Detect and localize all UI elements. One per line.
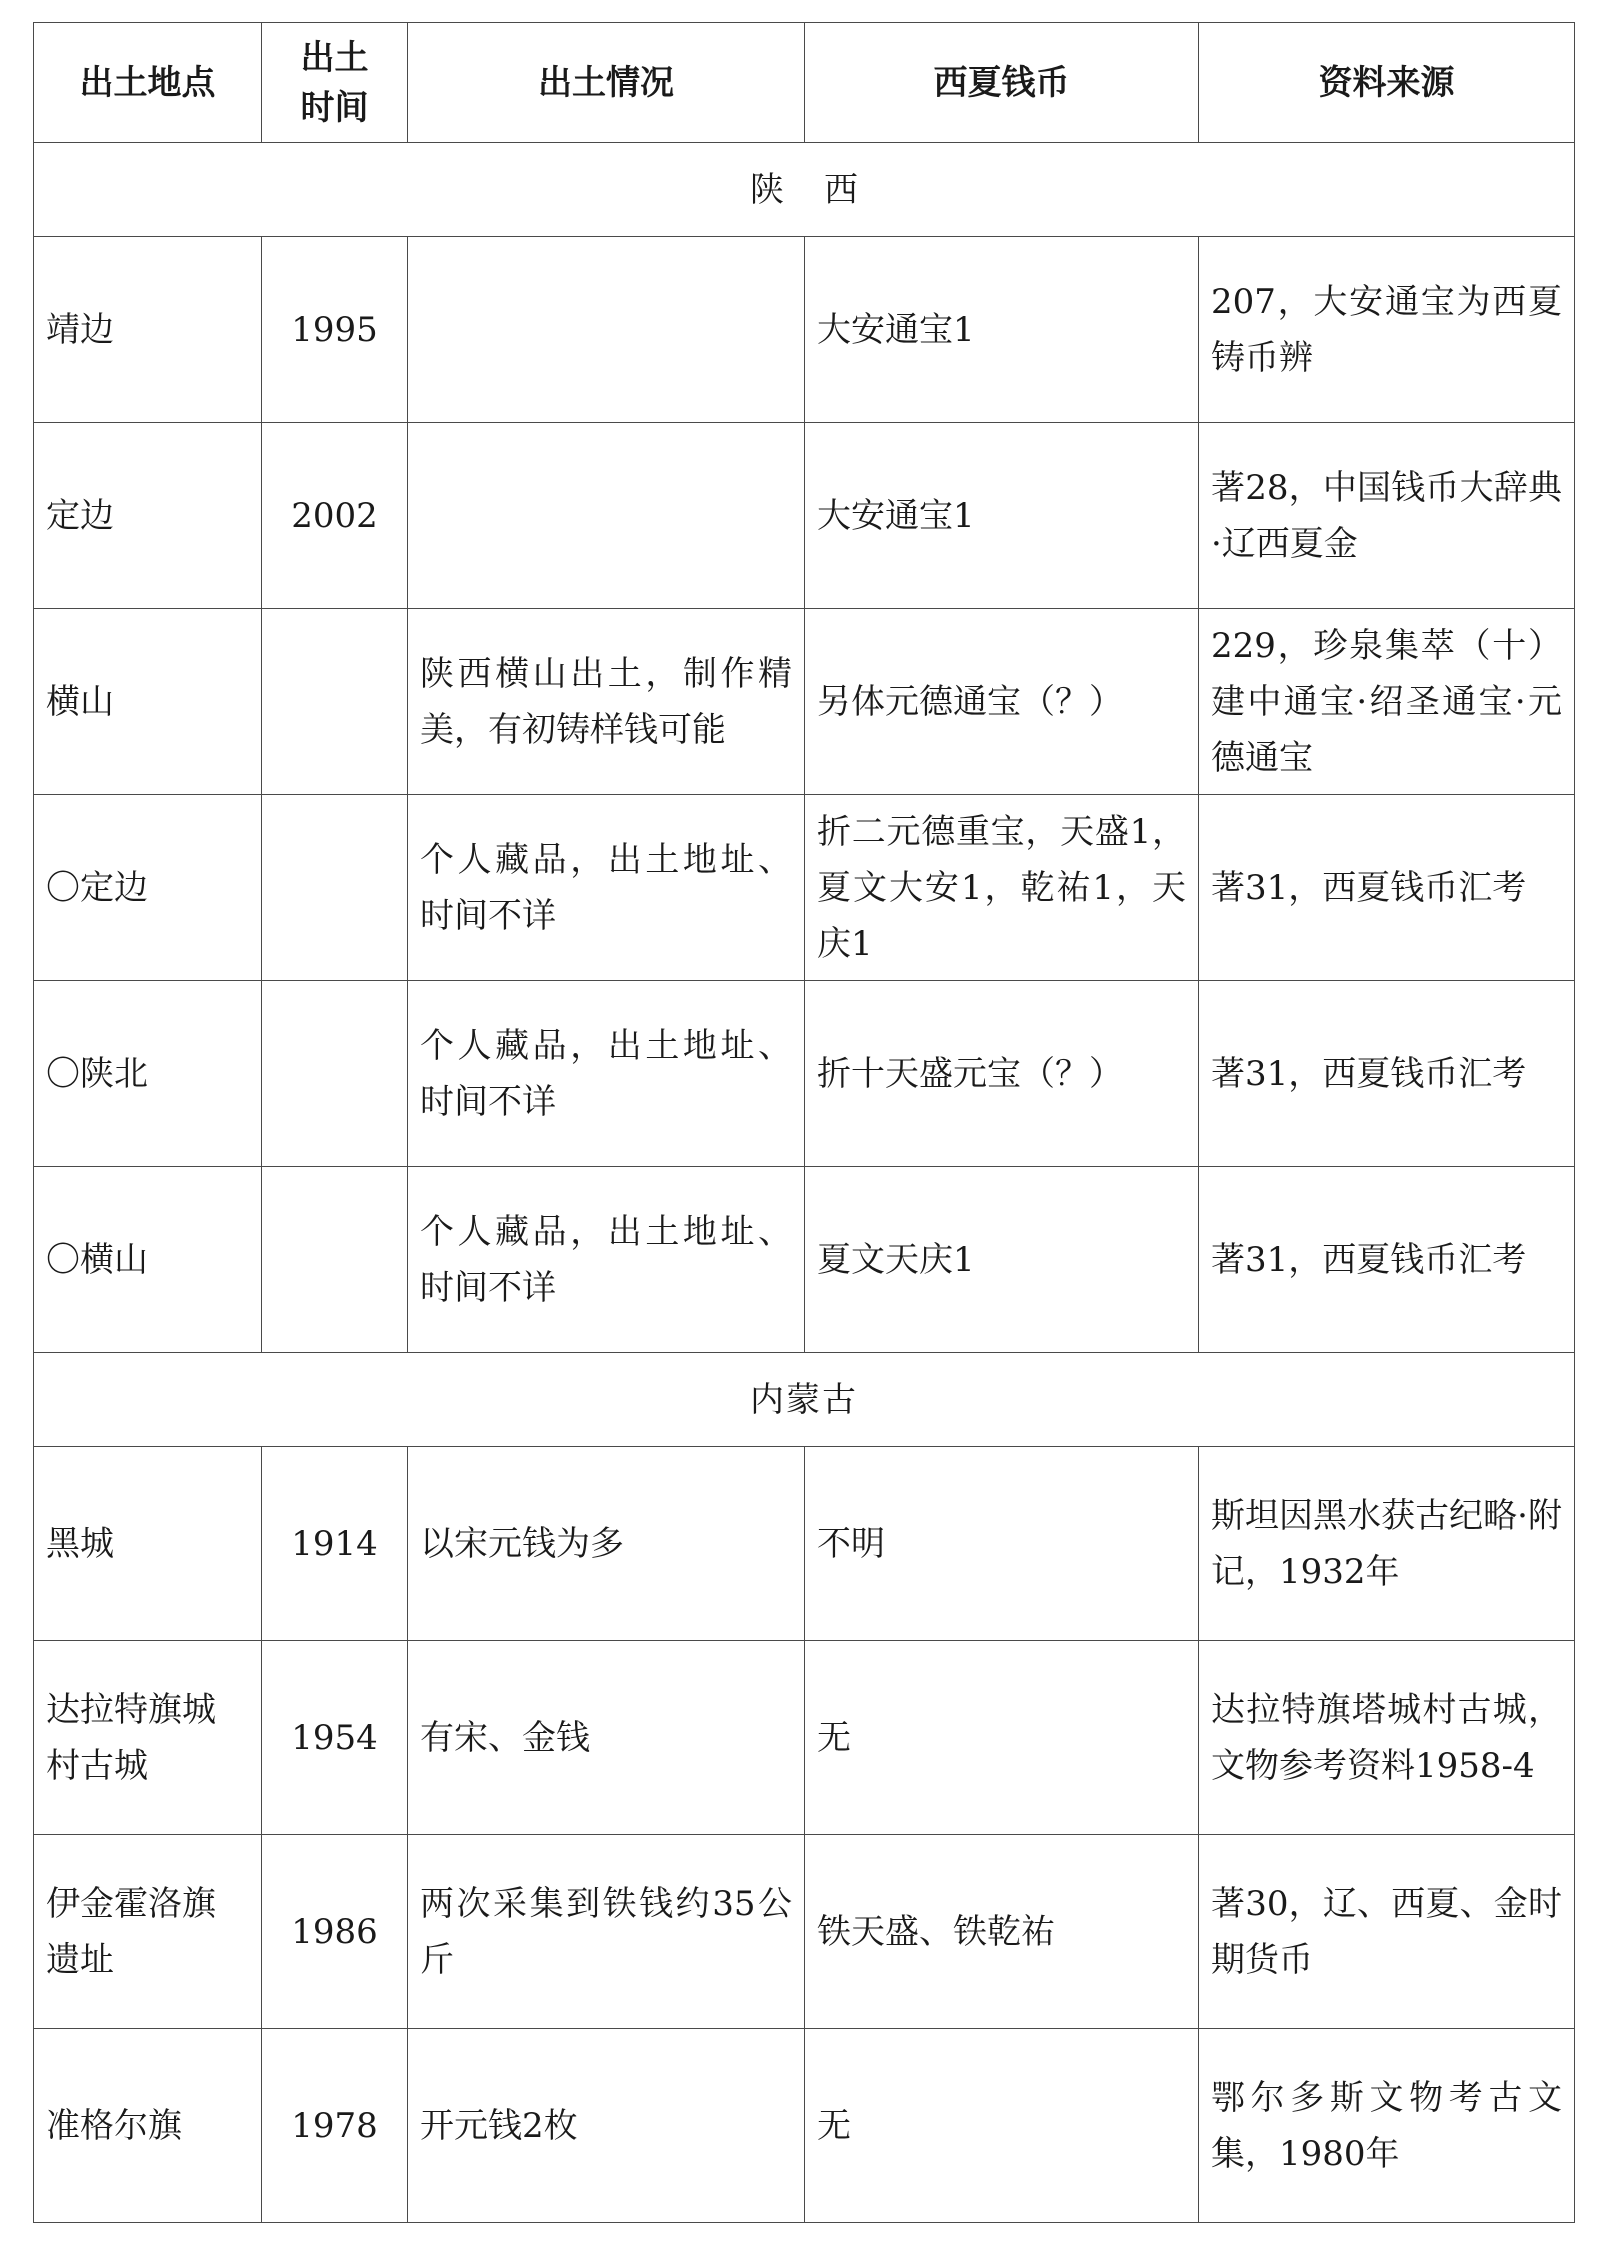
table-row [34,1447,1575,1641]
cell-source: 著28，中国钱币大辞典·辽西夏金 [1199,423,1575,609]
cell-source: 著30，辽、西夏、金时期货币 [1199,1835,1575,2029]
cell-year: 1978 [262,2029,408,2223]
section-row [34,143,1575,237]
table-row [34,1641,1575,1835]
cell-place: 横山 [34,609,262,795]
cell-situation: 个人藏品，出土地址、时间不详 [408,795,805,981]
header-year: 出土时间 [262,23,408,143]
cell-place: 定边 [34,423,262,609]
cell-year: 1914 [262,1447,408,1641]
table-row [34,423,1575,609]
table-row [34,2029,1575,2223]
cell-coins: 大安通宝1 [805,237,1199,423]
cell-coins: 无 [805,1641,1199,1835]
cell-source: 达拉特旗塔城村古城，文物参考资料1958-4 [1199,1641,1575,1835]
cell-year [262,1167,408,1353]
cell-coins: 折二元德重宝，天盛1，夏文大安1，乾祐1，天庆1 [805,795,1199,981]
header-row [34,23,1575,143]
section-title: 内蒙古 [34,1353,1575,1447]
cell-situation [408,423,805,609]
cell-place: 靖边 [34,237,262,423]
cell-place: 准格尔旗 [34,2029,262,2223]
cell-source: 著31，西夏钱币汇考 [1199,795,1575,981]
cell-place: 〇陕北 [34,981,262,1167]
cell-situation: 个人藏品，出土地址、时间不详 [408,1167,805,1353]
cell-situation: 有宋、金钱 [408,1641,805,1835]
cell-source: 斯坦因黑水获古纪略·附记，1932年 [1199,1447,1575,1641]
cell-year: 2002 [262,423,408,609]
cell-year [262,795,408,981]
section-title: 陕西 [34,143,1575,237]
cell-year: 1995 [262,237,408,423]
table-row [34,609,1575,795]
cell-situation [408,237,805,423]
table-row [34,237,1575,423]
cell-coins: 大安通宝1 [805,423,1199,609]
cell-coins: 折十天盛元宝（？） [805,981,1199,1167]
header-situation: 出土情况 [408,23,805,143]
section-row [34,1353,1575,1447]
cell-source: 鄂尔多斯文物考古文集，1980年 [1199,2029,1575,2223]
cell-source: 229，珍泉集萃（十）建中通宝·绍圣通宝·元德通宝 [1199,609,1575,795]
cell-coins: 不明 [805,1447,1199,1641]
cell-source: 207，大安通宝为西夏铸币辨 [1199,237,1575,423]
cell-situation: 两次采集到铁钱约35公斤 [408,1835,805,2029]
cell-coins: 夏文天庆1 [805,1167,1199,1353]
header-coins: 西夏钱币 [805,23,1199,143]
cell-year [262,609,408,795]
cell-situation: 以宋元钱为多 [408,1447,805,1641]
cell-year [262,981,408,1167]
cell-place: 伊金霍洛旗遗址 [34,1835,262,2029]
cell-place: 黑城 [34,1447,262,1641]
table-row [34,795,1575,981]
cell-source: 著31，西夏钱币汇考 [1199,1167,1575,1353]
table-row [34,1167,1575,1353]
cell-situation: 开元钱2枚 [408,2029,805,2223]
cell-coins: 无 [805,2029,1199,2223]
cell-place: 〇横山 [34,1167,262,1353]
coin-finds-table [33,22,1575,2223]
cell-coins: 铁天盛、铁乾祐 [805,1835,1199,2029]
table-row [34,981,1575,1167]
cell-situation: 个人藏品，出土地址、时间不详 [408,981,805,1167]
cell-place: 〇定边 [34,795,262,981]
table-row [34,1835,1575,2029]
cell-year: 1986 [262,1835,408,2029]
cell-source: 著31，西夏钱币汇考 [1199,981,1575,1167]
cell-coins: 另体元德通宝（？） [805,609,1199,795]
cell-situation: 陕西横山出土，制作精美，有初铸样钱可能 [408,609,805,795]
cell-place: 达拉特旗城村古城 [34,1641,262,1835]
cell-year: 1954 [262,1641,408,1835]
header-place: 出土地点 [34,23,262,143]
header-source: 资料来源 [1199,23,1575,143]
